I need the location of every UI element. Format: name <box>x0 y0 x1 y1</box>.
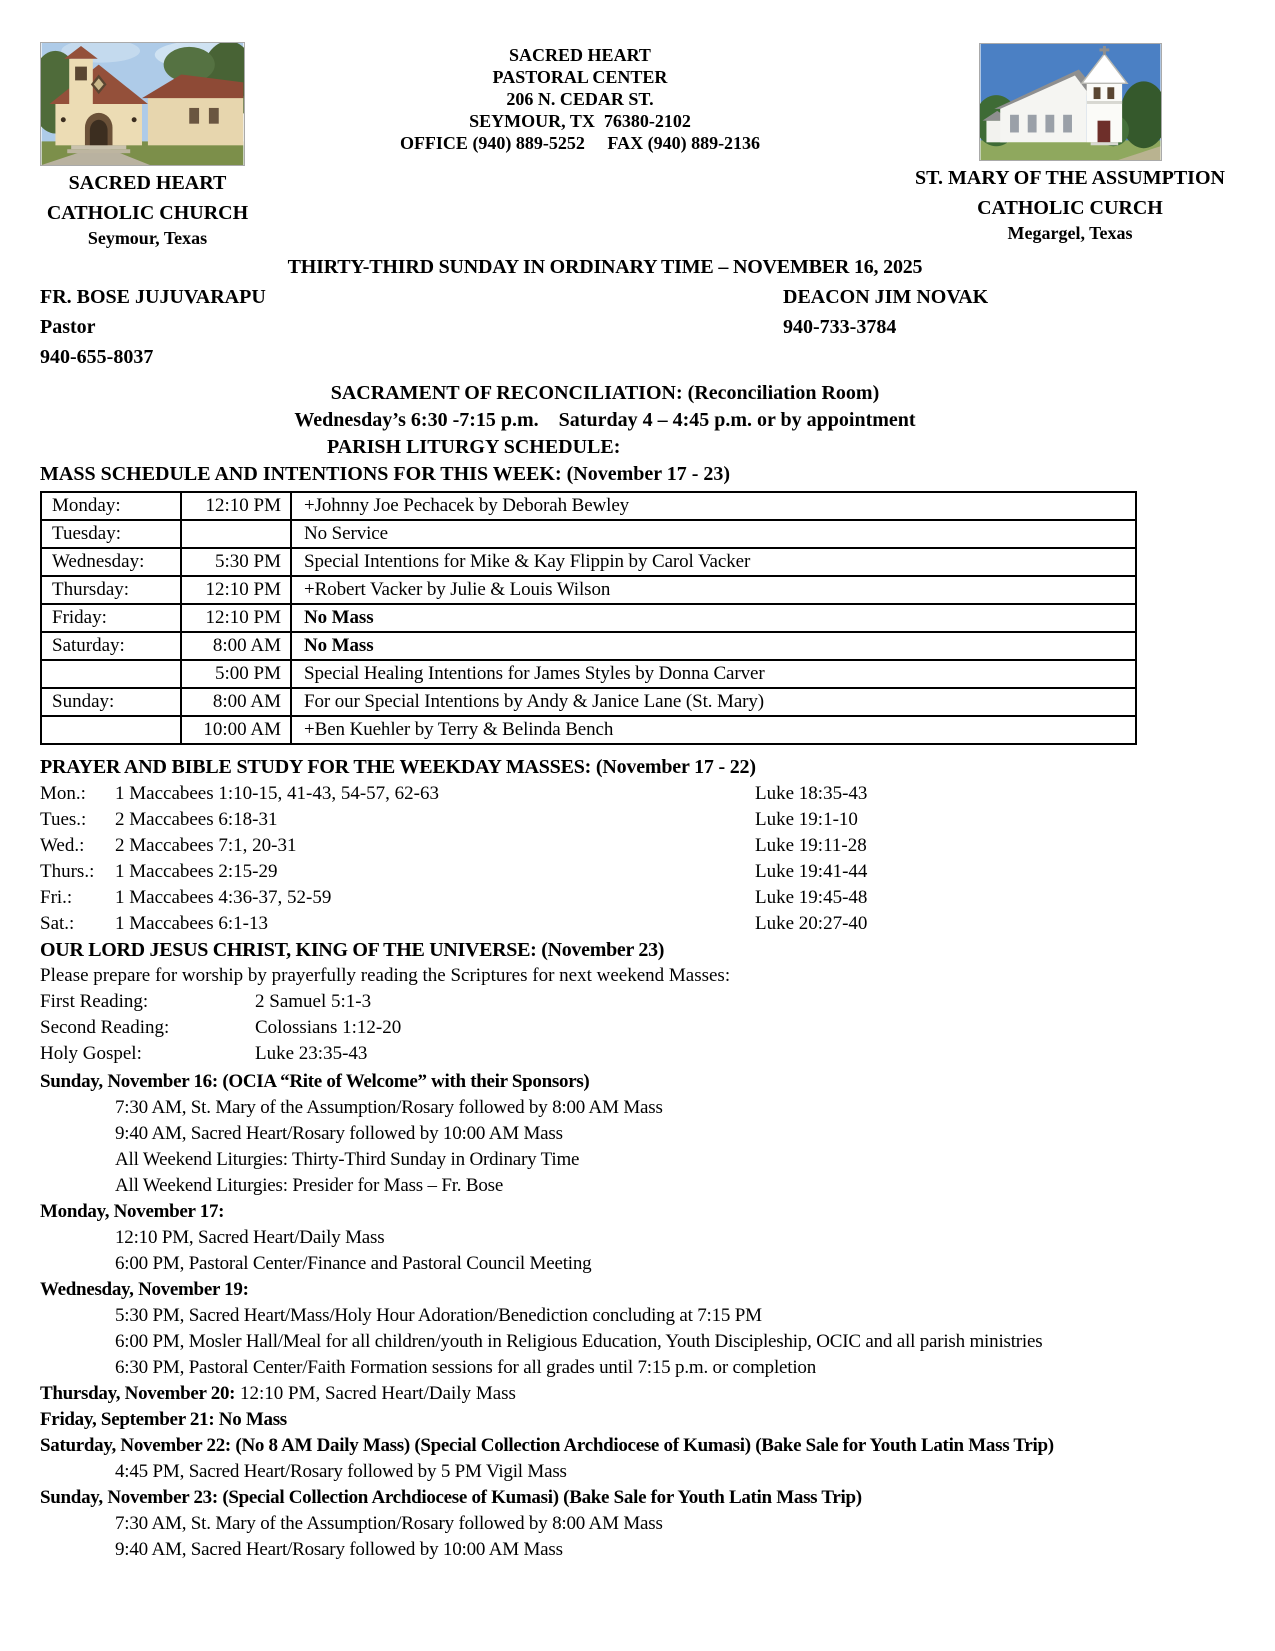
bs-day: Mon.: <box>40 783 86 804</box>
bs-gospel: Luke 20:27-40 <box>755 913 868 934</box>
bs-gospel: Luke 19:45-48 <box>755 887 868 908</box>
list-item <box>40 781 1235 807</box>
bible-study-list <box>40 781 1235 937</box>
event-heading: Saturday, November 22: (No 8 AM Daily Mass) (Special Collection Archdiocese of Kumasi) (Bake Sale for Youth Latin Mass Trip) <box>40 1435 1054 1456</box>
st-mary-column <box>905 40 1235 245</box>
time-cell: 8:00 AM <box>181 632 291 660</box>
list-item <box>40 859 1235 885</box>
reading-value: Colossians 1:12-20 <box>255 1017 402 1038</box>
list-item <box>40 989 1235 1015</box>
pastor-phone: 940-655-8037 <box>40 346 154 368</box>
reading-value: 2 Samuel 5:1-3 <box>255 991 372 1012</box>
pastoral-center-block <box>280 40 880 154</box>
table-row <box>41 548 1136 576</box>
list-item <box>40 1041 1235 1067</box>
list-item <box>40 807 1235 833</box>
event-item: 9:40 AM, Sacred Heart/Rosary followed by 10:00 AM Mass <box>115 1123 563 1144</box>
time-cell <box>181 520 291 548</box>
event-item: 6:00 PM, Pastoral Center/Finance and Pastoral Council Meeting <box>115 1253 592 1274</box>
intention-cell: For our Special Intentions by Andy & Janice Lane (St. Mary) <box>291 688 1136 716</box>
intention-cell: Special Healing Intentions for James Styles by Donna Carver <box>291 660 1136 688</box>
bs-reading: 1 Maccabees 1:10-15, 41-43, 54-57, 62-63 <box>115 783 439 804</box>
sacred-heart-location: Seymour, Texas <box>87 228 208 248</box>
table-row <box>41 520 1136 548</box>
weekly-events <box>40 1069 1235 1563</box>
pastoral-center-line2: PASTORAL CENTER <box>492 67 668 87</box>
event-heading: Sunday, November 23: (Special Collection Archdiocese of Kumasi) (Bake Sale for Youth Latin Mass Trip) <box>40 1487 862 1508</box>
bs-reading: 1 Maccabees 2:15-29 <box>115 861 278 882</box>
table-row <box>41 492 1136 520</box>
time-cell: 12:10 PM <box>181 576 291 604</box>
pastoral-center-line1: SACRED HEART <box>509 45 651 65</box>
list-item <box>40 1015 1235 1041</box>
event-item: 6:00 PM, Mosler Hall/Meal for all children/youth in Religious Education, Youth Discipleship, OCIC and all parish ministries <box>115 1331 1043 1352</box>
pastor-name: FR. BOSE JUJUVARAPU <box>40 286 266 308</box>
event-heading: Sunday, November 16: (OCIA “Rite of Welcome” with their Sponsors) <box>40 1071 590 1092</box>
sacred-heart-name-line1: SACRED HEART <box>68 172 227 194</box>
bs-reading: 2 Maccabees 6:18-31 <box>115 809 278 830</box>
day-cell: Monday: <box>41 492 181 520</box>
reading-label: Second Reading: <box>40 1017 170 1038</box>
event-item: 7:30 AM, St. Mary of the Assumption/Rosary followed by 8:00 AM Mass <box>115 1097 663 1118</box>
next-sunday-intro: Please prepare for worship by prayerfully reading the Scriptures for next weekend Masses: <box>40 965 731 986</box>
bs-reading: 1 Maccabees 4:36-37, 52-59 <box>115 887 332 908</box>
parish-liturgy-title: PARISH LITURGY SCHEDULE: <box>327 436 621 458</box>
reconciliation-title: SACRAMENT OF RECONCILIATION: (Reconciliation Room) <box>330 382 880 404</box>
day-cell: Sunday: <box>41 688 181 716</box>
reading-value: Luke 23:35-43 <box>255 1043 368 1064</box>
reading-label: Holy Gospel: <box>40 1043 142 1064</box>
bs-day: Fri.: <box>40 887 73 908</box>
day-cell <box>41 716 181 744</box>
time-cell: 5:30 PM <box>181 548 291 576</box>
day-cell: Saturday: <box>41 632 181 660</box>
st-mary-name-line1: ST. MARY OF THE ASSUMPTION <box>915 167 1225 189</box>
st-mary-name-line2: CATHOLIC CURCH <box>977 197 1163 219</box>
bs-gospel: Luke 18:35-43 <box>755 783 868 804</box>
reading-label: First Reading: <box>40 991 149 1012</box>
event-heading: Friday, September 21: No Mass <box>40 1409 287 1430</box>
bs-day: Tues.: <box>40 809 87 830</box>
bs-gospel: Luke 19:41-44 <box>755 861 868 882</box>
intention-cell: No Mass <box>291 632 1136 660</box>
pastoral-center-line3: 206 N. CEDAR ST. <box>506 89 654 109</box>
event-item: 6:30 PM, Pastoral Center/Faith Formation sessions for all grades until 7:15 p.m. or completion <box>115 1357 817 1378</box>
header <box>40 40 1235 250</box>
bs-gospel: Luke 19:1-10 <box>755 809 858 830</box>
list-item <box>40 911 1235 937</box>
table-row <box>41 632 1136 660</box>
st-mary-location: Megargel, Texas <box>1007 223 1133 243</box>
event-item: 4:45 PM, Sacred Heart/Rosary followed by 5 PM Vigil Mass <box>115 1461 567 1482</box>
deacon-name: DEACON JIM NOVAK <box>783 286 989 308</box>
time-cell: 10:00 AM <box>181 716 291 744</box>
intention-cell: +Robert Vacker by Julie & Louis Wilson <box>291 576 1136 604</box>
day-cell: Thursday: <box>41 576 181 604</box>
day-cell: Tuesday: <box>41 520 181 548</box>
event-heading: Wednesday, November 19: <box>40 1279 249 1300</box>
day-cell <box>41 660 181 688</box>
bs-gospel: Luke 19:11-28 <box>755 835 867 856</box>
clergy-block <box>40 284 1235 370</box>
mass-schedule-title: MASS SCHEDULE AND INTENTIONS FOR THIS WEEK: (November 17 - 23) <box>40 463 731 485</box>
event-item: 12:10 PM, Sacred Heart/Daily Mass <box>115 1227 385 1248</box>
deacon-phone: 940-733-3784 <box>783 316 897 338</box>
event-heading-rest: 12:10 PM, Sacred Heart/Daily Mass <box>235 1383 516 1404</box>
table-row <box>41 604 1136 632</box>
next-sunday-readings <box>40 989 1235 1067</box>
intention-cell: Special Intentions for Mike & Kay Flippin by Carol Vacker <box>291 548 1136 576</box>
reconciliation-block <box>40 380 1170 434</box>
event-heading <box>40 1381 1235 1407</box>
list-item <box>40 833 1235 859</box>
sacred-heart-name-line2: CATHOLIC CHURCH <box>46 202 249 224</box>
time-cell: 12:10 PM <box>181 492 291 520</box>
reconciliation-times: Wednesday’s 6:30 -7:15 p.m. Saturday 4 – 4:45 p.m. or by appointment <box>294 409 916 431</box>
list-item <box>40 885 1235 911</box>
sunday-title: THIRTY-THIRD SUNDAY IN ORDINARY TIME – NOVEMBER 16, 2025 <box>287 256 923 278</box>
event-item: 9:40 AM, Sacred Heart/Rosary followed by 10:00 AM Mass <box>115 1539 563 1560</box>
sacred-heart-church-photo <box>40 42 245 166</box>
day-cell: Wednesday: <box>41 548 181 576</box>
time-cell: 12:10 PM <box>181 604 291 632</box>
time-cell: 5:00 PM <box>181 660 291 688</box>
table-row <box>41 716 1136 744</box>
sacred-heart-column <box>40 40 255 250</box>
intention-cell: +Johnny Joe Pechacek by Deborah Bewley <box>291 492 1136 520</box>
st-mary-church-photo <box>979 43 1162 161</box>
pastor-title: Pastor <box>40 316 96 338</box>
pastoral-center-line4: SEYMOUR, TX 76380-2102 <box>469 111 691 131</box>
event-item: All Weekend Liturgies: Thirty-Third Sunday in Ordinary Time <box>115 1149 580 1170</box>
mass-schedule-table <box>40 491 1137 745</box>
event-heading: Monday, November 17: <box>40 1201 225 1222</box>
bs-day: Thurs.: <box>40 861 95 882</box>
bible-study-title: PRAYER AND BIBLE STUDY FOR THE WEEKDAY MASSES: (November 17 - 22) <box>40 756 756 778</box>
bs-reading: 1 Maccabees 6:1-13 <box>115 913 268 934</box>
event-item: 5:30 PM, Sacred Heart/Mass/Holy Hour Adoration/Benediction concluding at 7:15 PM <box>115 1305 762 1326</box>
time-cell: 8:00 AM <box>181 688 291 716</box>
next-sunday-title: OUR LORD JESUS CHRIST, KING OF THE UNIVERSE: (November 23) <box>40 939 665 961</box>
pastoral-center-line5: OFFICE (940) 889-5252 FAX (940) 889-2136 <box>399 133 761 153</box>
table-row <box>41 576 1136 604</box>
bs-day: Wed.: <box>40 835 85 856</box>
intention-cell: No Mass <box>291 604 1136 632</box>
table-row <box>41 660 1136 688</box>
table-row <box>41 688 1136 716</box>
event-item: 7:30 AM, St. Mary of the Assumption/Rosary followed by 8:00 AM Mass <box>115 1513 663 1534</box>
intention-cell: +Ben Kuehler by Terry & Belinda Bench <box>291 716 1136 744</box>
intention-cell: No Service <box>291 520 1136 548</box>
bs-reading: 2 Maccabees 7:1, 20-31 <box>115 835 297 856</box>
bs-day: Sat.: <box>40 913 75 934</box>
event-heading-bold: Thursday, November 20: <box>40 1383 236 1404</box>
event-item: All Weekend Liturgies: Presider for Mass – Fr. Bose <box>115 1175 504 1196</box>
day-cell: Friday: <box>41 604 181 632</box>
